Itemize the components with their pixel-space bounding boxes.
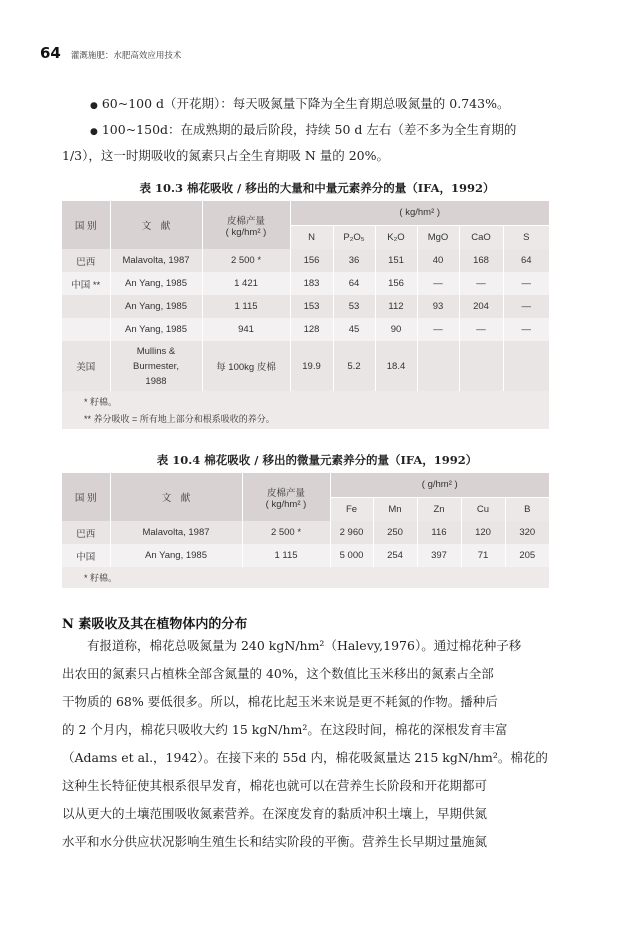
cell-value: — [503, 272, 549, 295]
header-element: Fe [330, 497, 373, 521]
cell-value: 151 [375, 249, 417, 272]
cell-value [417, 341, 459, 391]
table-row [62, 341, 549, 391]
header-yield-unit: ( kg/hm² ) [225, 226, 267, 238]
cell-value: 93 [417, 295, 459, 318]
bullet-text: 100~150d：在成熟期的最后阶段，持续 50 d 左右（差不多为全生育期的 [101, 122, 517, 137]
cell-reference: Malavolta, 1987 [110, 521, 242, 544]
table-note: ** 养分吸收 = 所有地上部分和根系吸收的养分。 [84, 414, 275, 424]
cell-country [62, 295, 110, 318]
cell-value: — [459, 272, 503, 295]
cell-country [62, 318, 110, 341]
cell-reference: An Yang, 1985 [110, 295, 202, 318]
header-element: Cu [461, 497, 505, 521]
cell-value: 250 [373, 521, 417, 544]
paragraph-line: 水平和水分供应状况影响生殖生长和结实阶段的平衡。营养生长早期过量施氮 [62, 834, 488, 849]
header-yield-label: 皮棉产量 [226, 215, 265, 227]
table-caption: 表 10.4 棉花吸收 / 移出的微量元素养分的量（IFA，1992） [156, 453, 478, 467]
table-notes [62, 391, 549, 429]
paragraph-line: 以从更大的土壤范围吸收氮素营养。在深度发育的黏质冲积土壤上，早期供氮 [62, 806, 488, 821]
cell-value: 156 [375, 272, 417, 295]
cell-value: 90 [375, 318, 417, 341]
cell-value: 64 [333, 272, 375, 295]
header-yield [202, 201, 290, 249]
bullet-text: 60~100 d（开花期）：每天吸氮量下降为全生育期总吸氮量的 0.743%。 [101, 96, 510, 111]
cell-reference-line: 1988 [145, 375, 167, 387]
paragraph-line: 的 2 个月内，棉花只吸收大约 15 kgN/hm²。在这段时间，棉花的深根发育丰富 [62, 722, 508, 737]
cell-value: 45 [333, 318, 375, 341]
macro-nutrient-table [62, 201, 549, 429]
cell-value: 153 [290, 295, 333, 318]
header-element: Zn [417, 497, 461, 521]
cell-country: 中国 ** [71, 279, 101, 291]
cell-reference: An Yang, 1985 [110, 544, 242, 567]
cell-value: — [503, 295, 549, 318]
header-element: CaO [459, 225, 503, 249]
header-element: S [503, 225, 549, 249]
cell-country: 中国 [76, 551, 96, 563]
cell-reference: An Yang, 1985 [110, 272, 202, 295]
page-header [40, 44, 181, 64]
running-head: 灌溉施肥：水肥高效应用技术 [70, 51, 182, 61]
cell-country: 美国 [76, 362, 96, 373]
cell-value: 156 [290, 249, 333, 272]
cell-reference [110, 341, 202, 391]
header-yield-label: 皮棉产量 [266, 487, 305, 499]
cell-reference-line: Burmester, [133, 360, 179, 372]
cell-yield: 2 500 * [242, 521, 330, 544]
paragraph-line: 干物质的 68% 要低很多。所以，棉花比起玉米来说是更不耗氮的作物。播种后 [62, 694, 498, 709]
table-row [62, 272, 549, 295]
cell-value: 168 [459, 249, 503, 272]
cell-value: 71 [461, 544, 505, 567]
cell-yield: 1 421 [202, 272, 290, 295]
page-number: 64 [40, 44, 61, 62]
cell-value: 5.2 [333, 341, 375, 391]
cell-value: 205 [505, 544, 549, 567]
header-element: B [505, 497, 549, 521]
bullet-mark: ● [90, 101, 98, 111]
cell-country: 巴西 [76, 256, 96, 268]
header-reference: 文 献 [110, 201, 202, 249]
paragraph-line: （Adams et al.，1942）。在接下来的 55d 内，棉花吸氮量达 215 kgN/hm²。棉花的 [62, 750, 548, 765]
header-element: Mn [373, 497, 417, 521]
cell-value: 19.9 [290, 341, 333, 391]
table-row [62, 295, 549, 318]
bullet-continuation: 1/3），这一时期吸收的氮素只占全生育期吸 N 量的 20%。 [62, 148, 390, 163]
cell-value: — [459, 318, 503, 341]
header-yield [242, 473, 330, 521]
cell-value: 18.4 [375, 341, 417, 391]
cell-value: 53 [333, 295, 375, 318]
cell-value: 320 [505, 521, 549, 544]
cell-yield: 941 [202, 318, 290, 341]
cell-reference: Malavolta, 1987 [110, 249, 202, 272]
cell-value: 116 [417, 521, 461, 544]
cell-value [459, 341, 503, 391]
header-element: N [290, 225, 333, 249]
paragraph-line: 这种生长特征使其根系很早发育，棉花也就可以在营养生长阶段和开花期都可 [62, 778, 488, 793]
table-note: * 籽棉。 [84, 397, 118, 407]
cell-value: 183 [290, 272, 333, 295]
paragraph-line: 有报道称，棉花总吸氮量为 240 kgN/hm²（Halevy,1976）。通过棉花种子移 [62, 638, 522, 653]
table-row [62, 521, 549, 544]
table-note: * 籽棉。 [84, 573, 118, 583]
header-element: MgO [417, 225, 459, 249]
cell-value: 2 960 [330, 521, 373, 544]
table-row [62, 544, 549, 567]
table-row [62, 249, 549, 272]
cell-value: 254 [373, 544, 417, 567]
cell-value: 120 [461, 521, 505, 544]
cell-value: 112 [375, 295, 417, 318]
cell-value: 397 [417, 544, 461, 567]
section-title: N 素吸收及其在植物体内的分布 [62, 617, 248, 632]
cell-value: 40 [417, 249, 459, 272]
cell-value: 204 [459, 295, 503, 318]
cell-value: 36 [333, 249, 375, 272]
header-reference: 文 献 [110, 473, 242, 521]
bullet-mark: ● [90, 127, 98, 137]
cell-yield: 每 100kg 皮棉 [202, 341, 290, 391]
cell-reference: An Yang, 1985 [110, 318, 202, 341]
table-notes [62, 567, 549, 588]
micro-nutrient-table [62, 473, 549, 588]
cell-yield: 1 115 [242, 544, 330, 567]
cell-yield: 1 115 [202, 295, 290, 318]
cell-value: — [417, 272, 459, 295]
cell-value: — [417, 318, 459, 341]
cell-country: 巴西 [76, 528, 96, 540]
header-yield-unit: ( kg/hm² ) [265, 498, 307, 510]
cell-yield: 2 500 * [202, 249, 290, 272]
cell-value: 128 [290, 318, 333, 341]
cell-value: 5 000 [330, 544, 373, 567]
table-row [62, 318, 549, 341]
header-unit: ( kg/hm² ) [290, 201, 549, 225]
table-caption: 表 10.3 棉花吸收 / 移出的大量和中量元素养分的量（IFA，1992） [139, 181, 495, 195]
header-element: K₂O [375, 225, 417, 249]
header-element: P₂O₅ [333, 225, 375, 249]
header-country: 国 别 [74, 221, 97, 232]
cell-value [503, 341, 549, 391]
cell-value: — [503, 318, 549, 341]
header-unit: ( g/hm² ) [330, 473, 549, 497]
header-country: 国 别 [74, 493, 97, 504]
paragraph-line: 出农田的氮素只占植株全部含氮量的 40%，这个数值比玉米移出的氮素占全部 [62, 666, 494, 681]
body-paragraph [62, 632, 552, 856]
cell-value: 64 [503, 249, 549, 272]
cell-reference-line: Mullins & [136, 345, 176, 357]
